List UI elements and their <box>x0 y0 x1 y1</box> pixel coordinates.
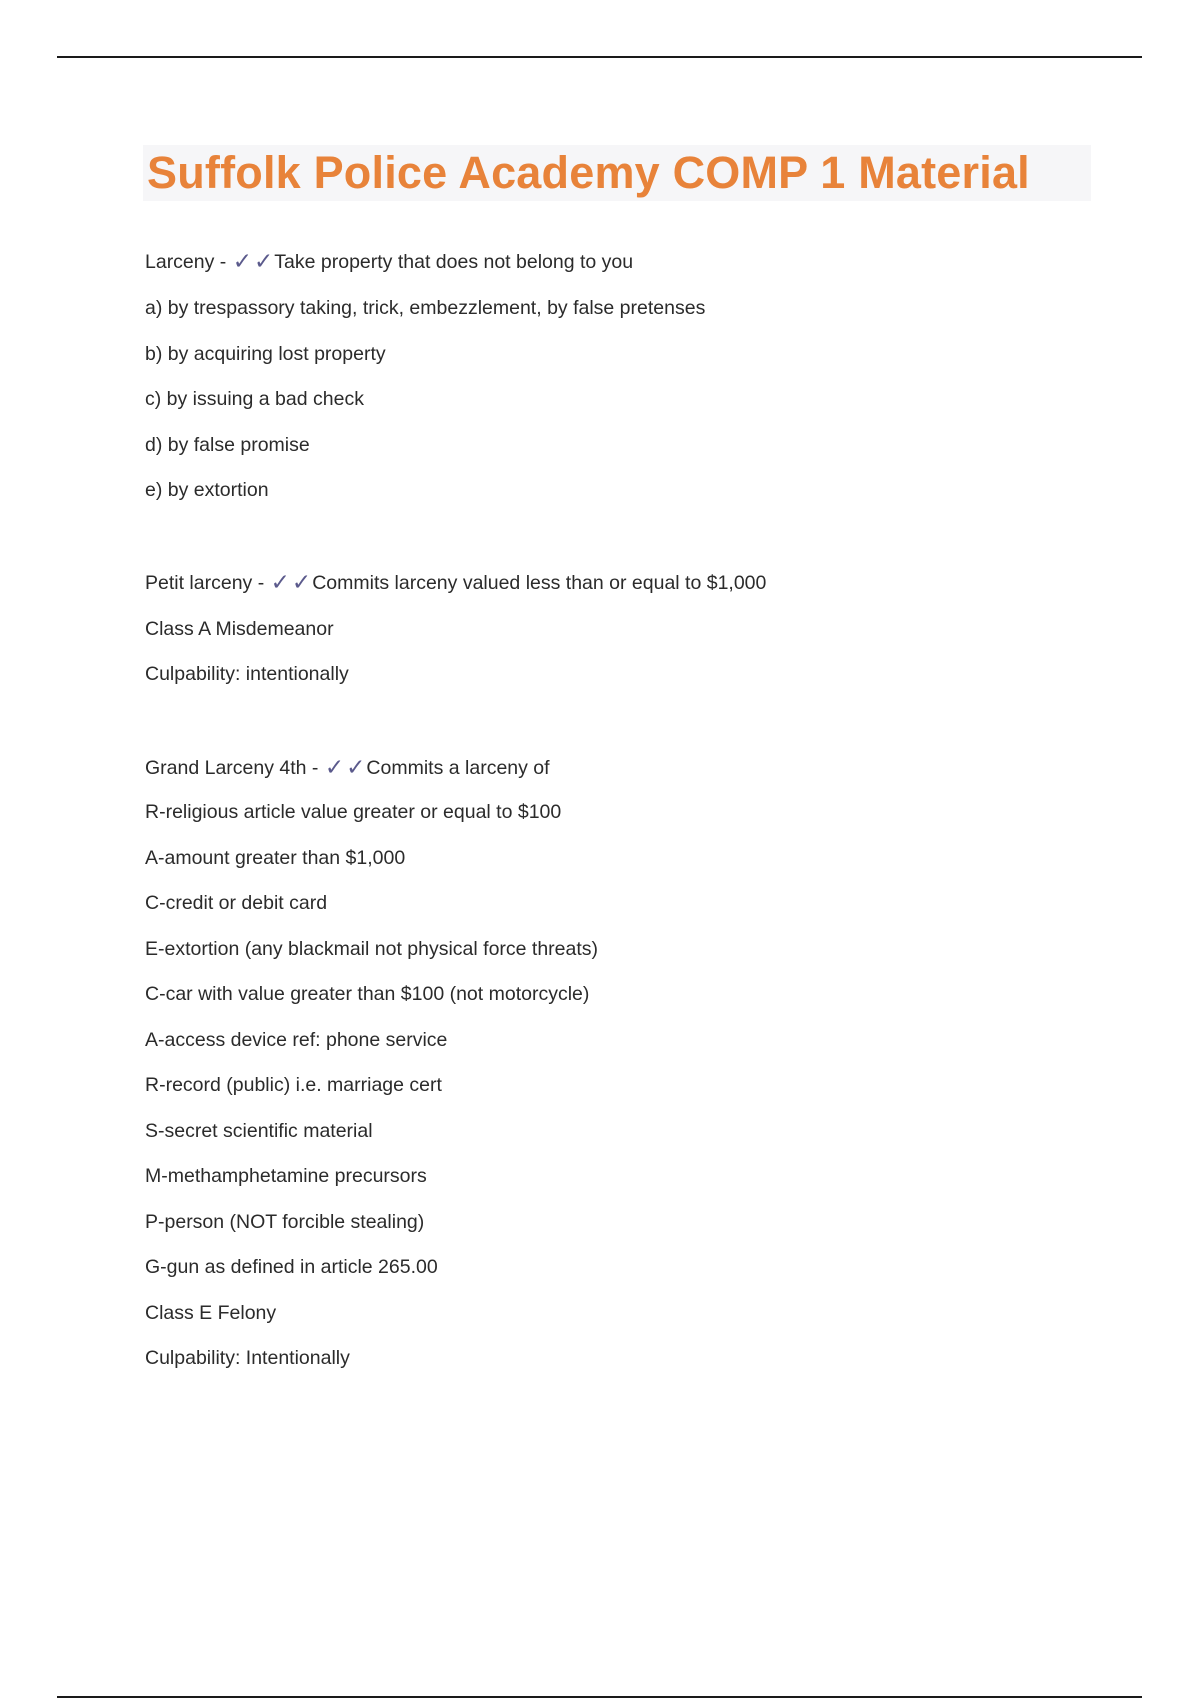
detail-line: R-religious article value greater or equal to $100 <box>145 801 562 823</box>
term-label: Grand Larceny 4th - <box>145 757 319 779</box>
detail-line: e) by extortion <box>145 479 269 501</box>
definition-petit-larceny <box>145 570 766 595</box>
detail-line: d) by false promise <box>145 434 310 456</box>
detail-line: C-car with value greater than $100 (not motorcycle) <box>145 983 590 1005</box>
document-title: Suffolk Police Academy COMP 1 Material <box>147 147 1030 198</box>
detail-line: Culpability: Intentionally <box>145 1347 350 1369</box>
detail-line: b) by acquiring lost property <box>145 343 386 365</box>
definition-text: Commits larceny valued less than or equal to $1,000 <box>312 572 767 594</box>
check-mark-icon: ✓ <box>254 248 274 274</box>
detail-line: Culpability: intentionally <box>145 663 349 685</box>
term-label: Larceny - <box>145 251 227 273</box>
check-mark-icon: ✓ <box>346 754 366 780</box>
definition-grand-larceny-4th <box>145 755 550 780</box>
check-mark-icon: ✓ <box>270 569 290 595</box>
check-mark-icon: ✓ <box>232 248 252 274</box>
detail-line: c) by issuing a bad check <box>145 388 364 410</box>
detail-line: A-access device ref: phone service <box>145 1029 448 1051</box>
definition-larceny <box>145 249 633 274</box>
bottom-rule <box>57 1696 1142 1698</box>
detail-line: P-person (NOT forcible stealing) <box>145 1211 425 1233</box>
definition-text: Commits a larceny of <box>366 757 550 779</box>
detail-line: R-record (public) i.e. marriage cert <box>145 1074 442 1096</box>
detail-line: S-secret scientific material <box>145 1120 373 1142</box>
detail-line: A-amount greater than $1,000 <box>145 847 406 869</box>
detail-line: E-extortion (any blackmail not physical force threats) <box>145 938 599 960</box>
detail-line: C-credit or debit card <box>145 892 328 914</box>
detail-line: a) by trespassory taking, trick, embezzlement, by false pretenses <box>145 297 706 319</box>
detail-line: Class E Felony <box>145 1302 277 1324</box>
check-mark-icon: ✓ <box>291 569 312 595</box>
detail-line: Class A Misdemeanor <box>145 618 334 640</box>
detail-line: M-methamphetamine precursors <box>145 1165 427 1187</box>
detail-line: G-gun as defined in article 265.00 <box>145 1256 438 1278</box>
check-mark-icon: ✓ <box>324 754 345 780</box>
term-label: Petit larceny - <box>145 572 265 594</box>
definition-text: Take property that does not belong to you <box>274 251 634 273</box>
